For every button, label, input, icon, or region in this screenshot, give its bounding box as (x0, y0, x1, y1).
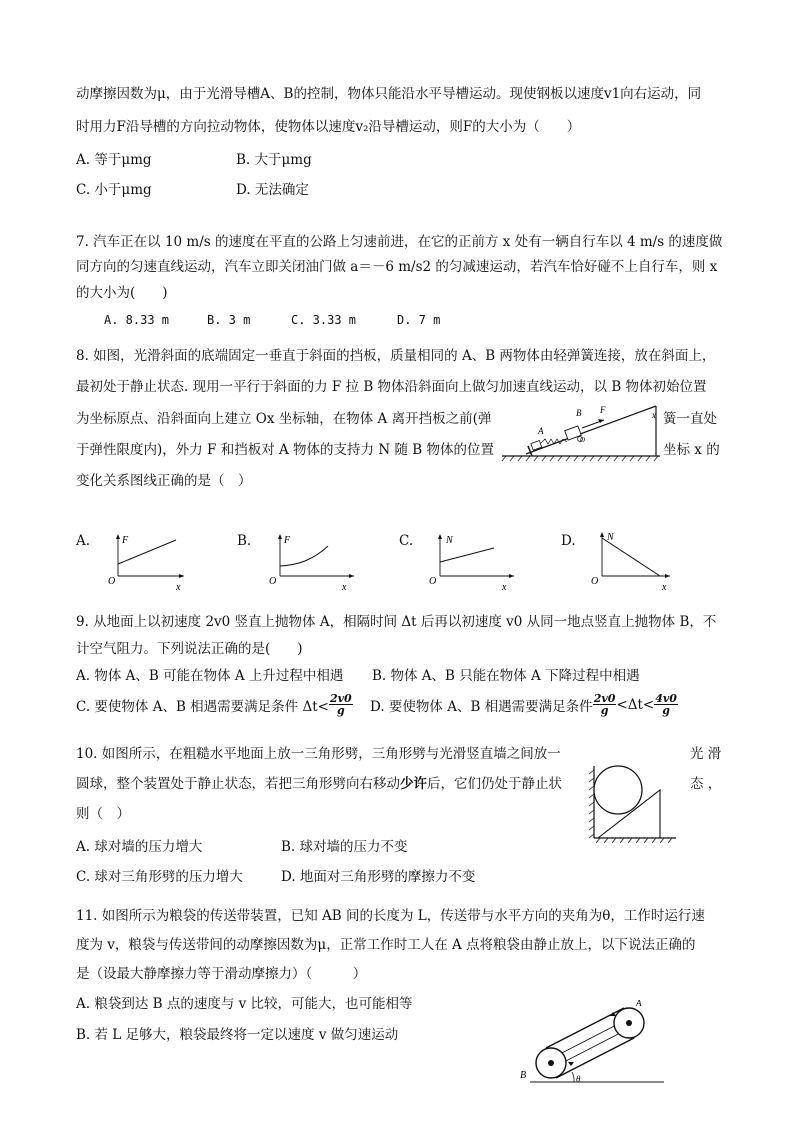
q8-graph-c-origin: O (429, 576, 437, 587)
q8-graph-d-origin: O (591, 576, 599, 587)
q9-line1: 9. 从地面上以初速度 2v0 竖直上抛物体 A，相隔时间 Δt 后再以初速度 v0 从同一地点竖直上抛物体 B，不 (76, 614, 717, 630)
q10-line1b: 光 滑 (690, 746, 722, 762)
q9-option-a: A. 物体 A、B 可能在物体 A 上升过程中相遇 (76, 668, 344, 684)
q9-fraction-c (329, 693, 353, 716)
q8-graph-d-ylabel: N (607, 532, 614, 543)
q8-line1: 8. 如图，光滑斜面的底端固定一垂直于斜面的挡板，质量相同的 A、B 两物体由轻弹簧连接，放在斜面上， (76, 348, 716, 364)
fig-label-b: B (520, 1070, 527, 1081)
q7-option-b: B. 3 m (207, 313, 251, 327)
q7-line2: 同方向的匀速直线运动，汽车立即关闭油门做 a＝－6 m/s2 的匀减速运动，若汽车恰好碰不上自行车，则 x (76, 259, 718, 275)
q8-graph-a-origin: O (108, 576, 116, 587)
q8-graph-b-origin: O (269, 576, 277, 587)
q10-option-b: B. 球对墙的压力不变 (281, 839, 408, 855)
q7-line1: 7. 汽车正在以 10 m/s 的速度在平直的公路上匀速前进，在它的正前方 x 处有一辆自行车以 4 m/s 的速度做 (76, 234, 723, 250)
q11-option-a: A. 粮袋到达 B 点的速度与 v 比较，可能大，也可能相等 (76, 996, 413, 1012)
q6-line1: 动摩擦因数为μ，由于光滑导槽A、B的控制，物体只能沿水平导槽运动。现使钢板以速度v1向右运动，同 (76, 86, 702, 102)
fraction-numerator: 4v0 (655, 692, 677, 705)
q10-line2-text: 圆球，整个装置处于静止状态，若把三角形劈向右移动 (76, 776, 400, 792)
q7-option-a: A. 8.33 m (104, 313, 170, 327)
q6-line2: 时用力F沿导槽的方向拉动物体，使物体以速度v₂沿导槽运动，则F的大小为（ ） (76, 119, 581, 135)
q8-line3b: 簧一直处 (663, 411, 717, 427)
q8-graph-d-xlabel: x (662, 582, 667, 592)
fig-label-x: x (652, 410, 656, 420)
q10-line2-emphasis: 少许 (400, 776, 427, 792)
q9-option-d-text: D. 要使物体 A、B 相遇需要满足条件 (370, 698, 593, 715)
q8-line2: 最初处于静止状态. 现用一平行于斜面的力 F 拉 B 物体沿斜面向上做匀加速直线运动，以 B 物体初始位置 (76, 379, 707, 395)
q6-option-c: C. 小于μmg (76, 182, 152, 198)
q8-graph-c-option: C. (399, 533, 414, 549)
q11-option-b: B. 若 L 足够大，粮袋最终将一定以速度 v 做匀速运动 (76, 1027, 399, 1043)
fig-label-theta: θ (576, 1074, 581, 1084)
q6-option-d: D. 无法确定 (236, 182, 309, 198)
q10-option-a: A. 球对墙的压力增大 (76, 839, 203, 855)
fig-label-b: B (576, 408, 582, 418)
q7-option-c: C. 3.33 m (291, 313, 357, 327)
q10-option-c: C. 球对三角形劈的压力增大 (76, 869, 243, 885)
q9-fraction-d1 (593, 693, 617, 716)
q9-less-than: <Δt< (616, 696, 655, 713)
wedge-ball-figure (584, 762, 680, 846)
fig-label-a: A (636, 1000, 642, 1008)
fig-label-a: A (538, 426, 544, 436)
q8-graph-b (268, 532, 358, 592)
fig-label-f: F (600, 405, 606, 415)
q9-fraction-d2 (654, 693, 678, 716)
q8-graph-b-option: B. (237, 533, 252, 549)
fraction-denominator: g (600, 704, 609, 717)
incline-figure (500, 398, 666, 462)
q10-line2d: 态 ， (690, 776, 722, 792)
fraction-denominator: g (662, 704, 670, 717)
q7-line3: 的大小为( ) (76, 285, 168, 301)
conveyor-figure (516, 1000, 666, 1090)
q8-graph-a-ylabel: F (122, 535, 129, 546)
fraction-numerator: 2v0 (329, 692, 352, 705)
q8-graph-a-option: A. (76, 533, 91, 549)
q8-graph-a-xlabel: x (176, 582, 181, 592)
q9-line2: 计空气阻力。下列说法正确的是( ) (76, 641, 303, 657)
q9-option-c (76, 693, 353, 716)
q9-option-b: B. 物体 A、B 只能在物体 A 下降过程中相遇 (372, 668, 640, 684)
q10-line2 (76, 772, 562, 792)
q8-graph-c-xlabel: x (502, 582, 507, 592)
q7-option-d: D. 7 m (397, 313, 441, 327)
q6-option-b: B. 大于μmg (236, 152, 312, 168)
q8-graph-b-xlabel: x (342, 582, 347, 592)
q6-option-a: A. 等于μmg (76, 152, 152, 168)
q11-line1: 11. 如图所示为粮袋的传送带装置，已知 AB 间的长度为 L，传送带与水平方向的夹角为θ，工作时运行速 (76, 908, 705, 924)
fig-label-o: O (580, 436, 586, 444)
q8-line4a: 于弹性限度内)，外力 F 和挡板对 A 物体的支持力 N 随 B 物体的位置 (76, 442, 494, 458)
fraction-denominator: g (336, 704, 345, 717)
q8-graph-b-ylabel: F (284, 535, 291, 546)
q11-line2: 度为 v，粮袋与传送带间的动摩擦因数为μ，正常工作时工人在 A 点将粮袋由静止放上，以下说法正确的 (76, 937, 696, 953)
q8-line5: 变化关系图线正确的是（ ） (76, 473, 252, 489)
q11-line3: 是（设最大静摩擦力等于滑动摩擦力）（ ） (76, 966, 367, 982)
q8-line4b: 坐标 x 的 (663, 442, 720, 458)
q8-graph-c-ylabel: N (446, 535, 453, 546)
q10-line1a: 10. 如图所示，在粗糙水平地面上放一三角形劈，三角形劈与光滑竖直墙之间放一 (76, 746, 561, 762)
q9-option-c-text: C. 要使物体 A、B 相遇需要满足条件 Δt< (76, 698, 329, 715)
q8-graph-a (108, 532, 188, 592)
q10-line2-text-end: 后，它们仍处于静止状 (427, 776, 562, 792)
q9-option-d (370, 693, 678, 716)
q8-graph-c (426, 532, 518, 592)
q10-option-d: D. 地面对三角形劈的摩擦力不变 (281, 869, 476, 885)
q8-graph-d-option: D. (561, 533, 576, 549)
q8-graph-d (588, 530, 674, 592)
q8-line3a: 为坐标原点、沿斜面向上建立 Ox 坐标轴，在物体 A 离开挡板之前(弹 (76, 411, 492, 427)
fraction-numerator: 2v0 (593, 692, 616, 705)
q10-line3: 则（ ） (76, 806, 130, 822)
